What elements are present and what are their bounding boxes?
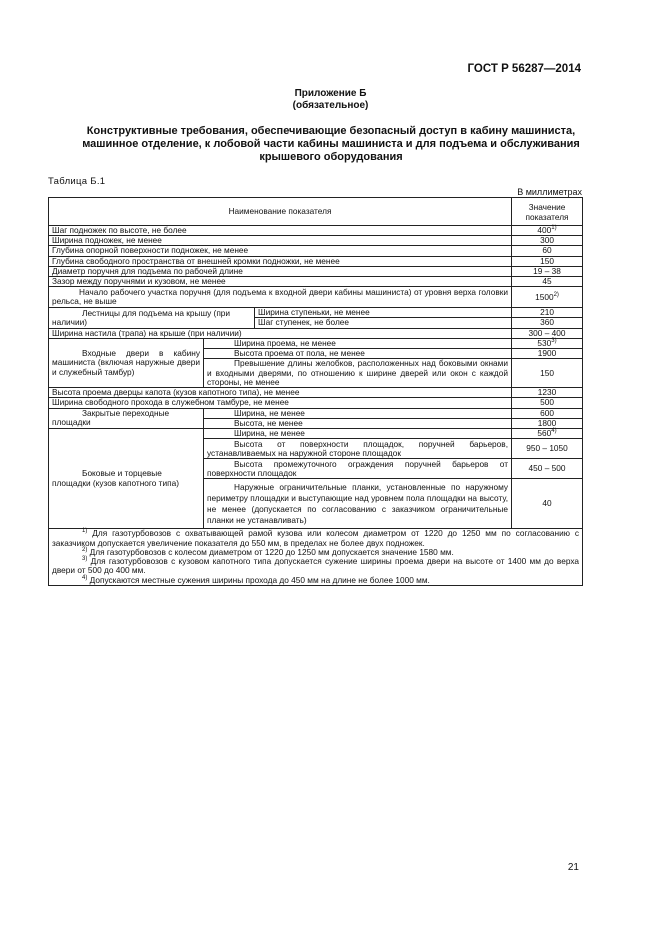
row-label: Лестницы для подъема на крышу (при наличии) xyxy=(49,308,255,328)
table-row xyxy=(49,408,583,418)
row-label: Входные двери в кабину машиниста (включая наружные двери и служебный тамбур) xyxy=(49,338,204,387)
row-value: 45 xyxy=(512,277,583,287)
sub-label: Ширина ступеньки, не менее xyxy=(255,308,512,318)
footnote: $^{1)}$ Для газотурбовозов с охватывающей рамой кузова или колесом диаметром от 1220 до 1250 мм по согласованию с заказчиком допускается увеличение показателя до 550 мм, в пределах не более двух подножек. xyxy=(52,528,580,548)
row-label: Боковые и торцевые площадки (кузов капотного типа) xyxy=(49,429,204,529)
table-label: Таблица Б.1 xyxy=(48,176,106,187)
footnote: $^{4)}$ Допускаются местные сужения ширины прохода до 450 мм на длине не более 1000 мм. xyxy=(82,574,430,585)
table-row xyxy=(49,236,583,246)
row-label: Начало рабочего участка поручня (для подъема к входной двери кабины машиниста) от уровня верха головки рельса, не выше xyxy=(49,287,512,308)
table-row xyxy=(49,328,583,338)
row-value: 40 xyxy=(512,479,583,529)
row-value: 300 – 400 xyxy=(512,328,583,338)
table-row xyxy=(49,256,583,266)
sub-label: Высота, не менее xyxy=(204,418,512,428)
row-value: 210 xyxy=(512,308,583,318)
row-value: 150 xyxy=(512,256,583,266)
table-row xyxy=(49,266,583,276)
appendix-heading xyxy=(0,88,661,112)
row-value: 360 xyxy=(512,318,583,328)
row-label: Диаметр поручня для подъема по рабочей длине xyxy=(49,266,512,276)
sub-label: Ширина, не менее xyxy=(204,429,512,439)
row-value: 1900 xyxy=(512,349,583,359)
appendix-status: (обязательное) xyxy=(292,100,369,111)
table-row xyxy=(49,388,583,398)
row-value: 400$^{1)}$ xyxy=(512,226,583,236)
standard-number: ГОСТ Р 56287—2014 xyxy=(467,63,581,75)
table-row xyxy=(49,277,583,287)
row-label: Глубина свободного пространства от внешней кромки подножки, не менее xyxy=(49,256,512,266)
row-value: 950 – 1050 xyxy=(512,439,583,459)
page-number: 21 xyxy=(567,862,579,873)
sub-label: Ширина проема, не менее xyxy=(204,338,512,348)
row-value: 530$^{3)}$ xyxy=(512,338,583,348)
requirements-table xyxy=(48,197,583,586)
header-name: Наименование показателя xyxy=(49,198,512,226)
row-value: 1800 xyxy=(512,418,583,428)
row-label: Ширина подножек, не менее xyxy=(49,236,512,246)
row-value: 560$^{4)}$ xyxy=(512,429,583,439)
row-label: Ширина настила (трапа) на крыше (при наличии) xyxy=(49,328,512,338)
row-label: Шаг подножек по высоте, не более xyxy=(49,226,512,236)
row-value: 450 – 500 xyxy=(512,459,583,479)
sub-label: Превышение длины желобков, расположенных над боковыми окнами и входными дверями, по отношению к ширине дверей или окон с каждой стороны, не менее xyxy=(204,359,512,388)
table-notes xyxy=(49,529,583,586)
table-row xyxy=(49,246,583,256)
sub-label: Высота от поверхности площадок, поручней барьеров, устанавливаемых на наружной стороне площадок xyxy=(204,439,512,459)
row-value: 600 xyxy=(512,408,583,418)
header-value: Значение показателя xyxy=(512,198,583,226)
table-row xyxy=(49,226,583,236)
row-value: 60 xyxy=(512,246,583,256)
document-title xyxy=(48,125,614,164)
row-value: 500 xyxy=(512,398,583,408)
sub-label: Наружные ограничительные планки, установленные по наружному периметру площадки и выступающие над уровнем пола площадки на высоту, не менее (допускается по согласованию с заказчиком ограничительные планки не устанавливать) xyxy=(204,479,512,529)
appendix-title: Приложение Б xyxy=(294,88,367,99)
row-value: 1500$^{2)}$ xyxy=(512,287,583,308)
table-row xyxy=(49,287,583,308)
table-row xyxy=(49,398,583,408)
footnote: $^{2)}$ Для газотурбовозов с колесом диаметром от 1220 до 1250 мм допускается значение 1580 мм. xyxy=(82,546,454,557)
sub-label: Ширина, не менее xyxy=(204,408,512,418)
notes-row xyxy=(49,529,583,586)
row-label: Зазор между поручнями и кузовом, не менее xyxy=(49,277,512,287)
title-line: машинное отделение, к лобовой части кабины машиниста и для подъема и обслуживания xyxy=(82,138,580,150)
sub-label: Высота промежуточного ограждения поручней барьеров от поверхности площадок xyxy=(204,459,512,479)
table-row xyxy=(49,338,583,348)
row-label: Закрытые переходные площадки xyxy=(49,408,204,428)
row-value: 19 – 38 xyxy=(512,266,583,276)
row-value: 1230 xyxy=(512,388,583,398)
title-line: крышевого оборудования xyxy=(259,151,403,163)
row-label: Высота проема дверцы капота (кузов капотного типа), не менее xyxy=(49,388,512,398)
row-label: Ширина свободного прохода в служебном тамбуре, не менее xyxy=(49,398,512,408)
table-row xyxy=(49,308,583,318)
table-row xyxy=(49,429,583,439)
row-value: 300 xyxy=(512,236,583,246)
table-units: В миллиметрах xyxy=(517,187,582,197)
row-value: 150 xyxy=(512,359,583,388)
table-header-row xyxy=(49,198,583,226)
footnote: $^{3)}$ Для газотурбовозов с кузовом капотного типа допускается сужение ширины проема двери на высоте от 1400 мм до верха двери от 500 до 400 мм. xyxy=(52,556,580,576)
title-line: Конструктивные требования, обеспечивающие безопасный доступ в кабину машиниста, xyxy=(86,125,576,137)
sub-label: Шаг ступенек, не более xyxy=(255,318,512,328)
sub-label: Высота проема от пола, не менее xyxy=(204,349,512,359)
row-label: Глубина опорной поверхности подножек, не менее xyxy=(49,246,512,256)
